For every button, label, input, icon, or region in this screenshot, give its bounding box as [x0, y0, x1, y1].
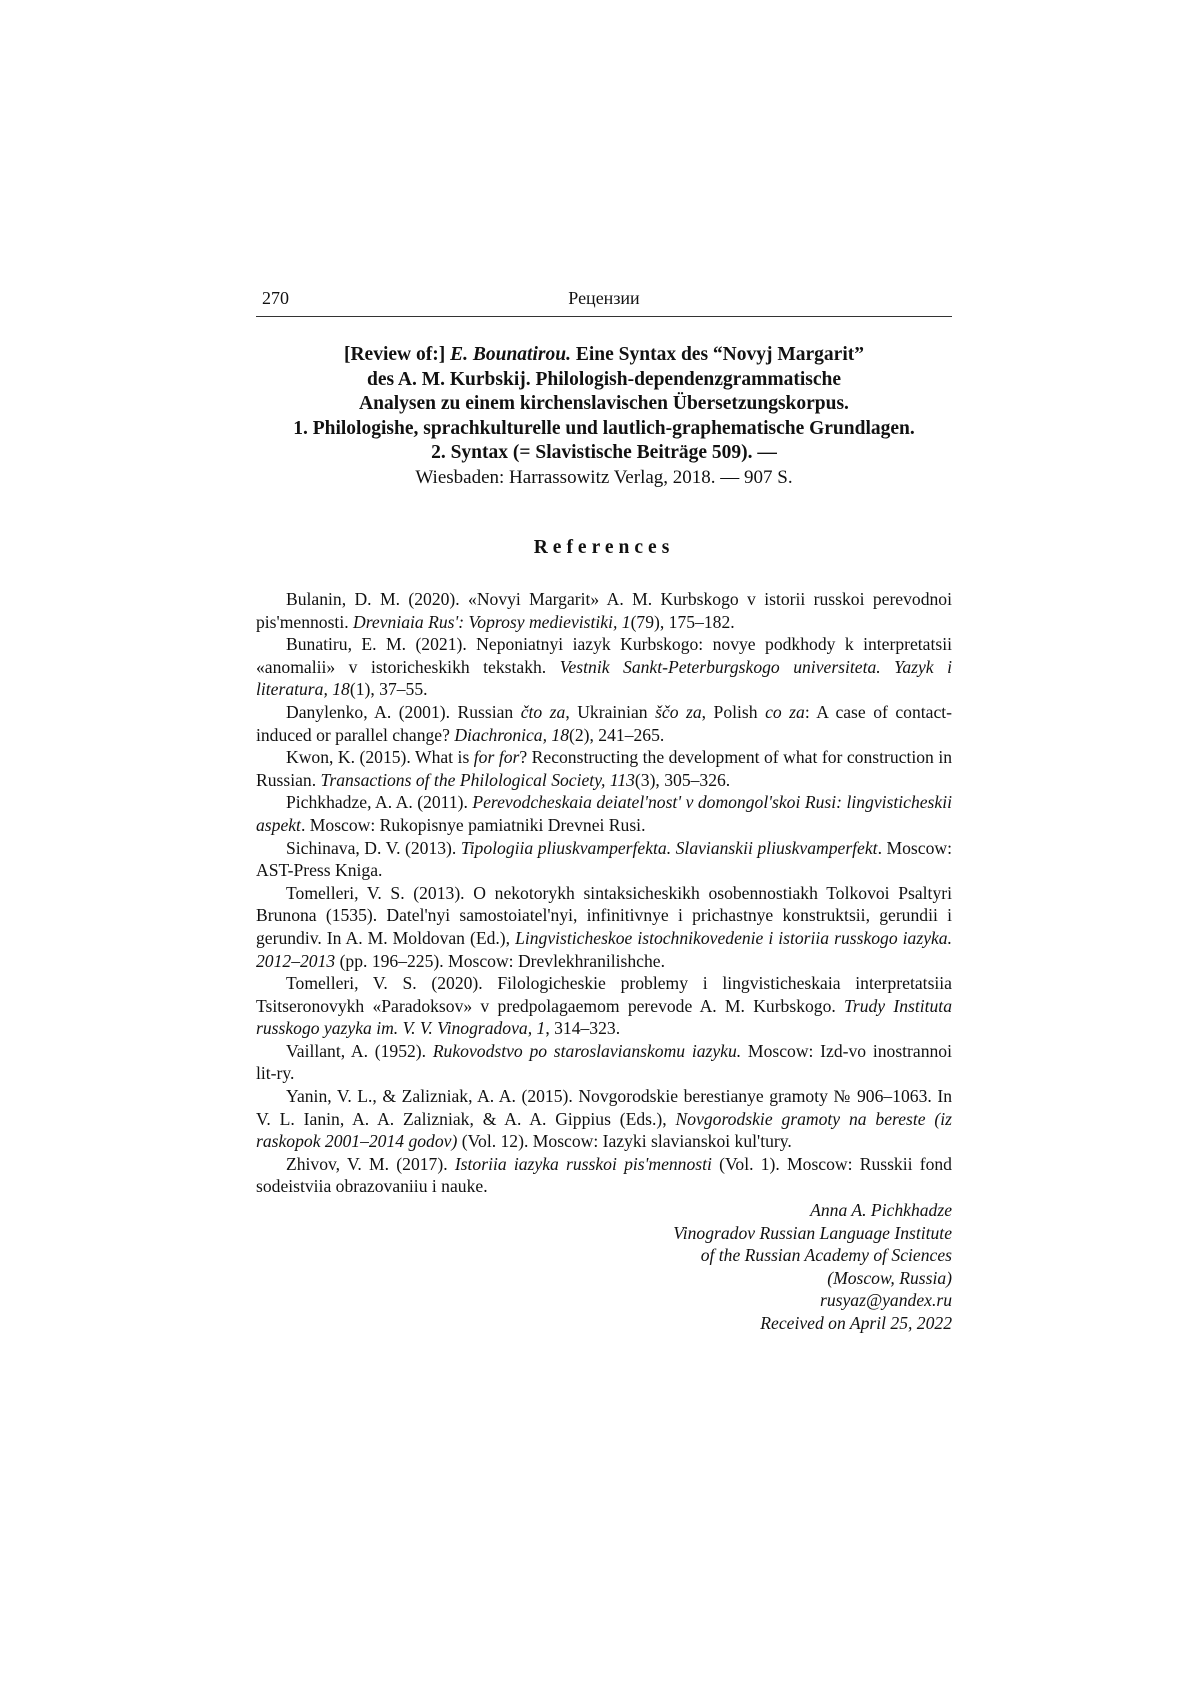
- reference-item: [256, 791, 952, 836]
- reference-italic-text: Rukovodstvo po staroslavianskomu iazyku.: [432, 1040, 742, 1061]
- reference-text: Tomelleri, V. S. (2013). O nekotorykh sintaksicheskikh osobennostiakh Tolkovoi Psaltyri Brunona (1535). Datel'nyi samostoiatel'nyi, infinitivnye i prichastnye konstruktsii, gerundii i gerundiv. In A. M. Moldovan (Ed.),: [256, 882, 952, 948]
- reference-item: [256, 1040, 952, 1085]
- running-head: [256, 284, 952, 317]
- reference-text: (pp. 196–225). Moscow: Drevlekhranilishche.: [335, 950, 665, 971]
- reference-item: [256, 1085, 952, 1153]
- reference-item: [256, 882, 952, 972]
- section-title: Рецензии: [568, 288, 640, 308]
- reference-text: (Vol. 12). Moscow: Iazyki slavianskoi kul'tury.: [457, 1131, 792, 1152]
- reference-italic-text: Istoriia iazyka russkoi pis'mennosti: [454, 1153, 712, 1174]
- review-title-part-1: Eine Syntax des “Novyj Margarit”: [575, 344, 864, 365]
- review-title-line-5: 2. Syntax (= Slavistische Beiträge 509). —: [431, 442, 777, 463]
- page-number: 270: [262, 288, 289, 308]
- reference-italic-text: Diachronica, 18: [454, 724, 569, 745]
- reference-item: [256, 972, 952, 1040]
- reference-text: Tomelleri, V. S. (2020). Filologicheskie problemy i lingvisticheskaia interpretatsiia Tsitseronovykh «Paradoksov» v predpolagaemom perevode A. M. Kurbskogo.: [256, 973, 952, 1016]
- reference-text: , Polish: [701, 701, 766, 722]
- author-academy: of the Russian Academy of Sciences: [700, 1245, 952, 1266]
- review-title: [256, 343, 952, 490]
- reference-item: [256, 746, 952, 791]
- review-author: E. Bounatirou.: [450, 344, 571, 365]
- publisher-line: Wiesbaden: Harrassowitz Verlag, 2018. — 907 S.: [415, 466, 793, 488]
- review-title-line-1: [256, 343, 952, 368]
- reference-text: Bulanin, D. M. (2020). «Novyi Margarit» A. M. Kurbskogo v istorii russkoi perevodnoi pis'mennosti.: [256, 589, 952, 632]
- reference-italic-text: Drevniaia Rus': Voprosy medievistiki, 1: [353, 611, 631, 632]
- reference-italic-text: Transactions of the Philological Society, 113: [320, 769, 635, 790]
- reference-text: : A case of contact-induced or parallel change?: [256, 701, 953, 745]
- reference-text: . Moscow: Rukopisnye pamiatniki Drevnei Rusi.: [300, 814, 646, 835]
- reference-italic-text: Trudy Instituta russkogo yazyka im. V. V. Vinogradova, 1: [256, 995, 952, 1039]
- review-title-line-3: Analysen zu einem kirchenslavischen Übersetzungskorpus.: [359, 393, 849, 414]
- reference-text: Danylenko, A. (2001). Russian: [286, 701, 521, 722]
- reference-italic-text: Novgorodskie gramoty na bereste (iz raskopok 2001–2014 godov): [256, 1108, 952, 1152]
- reference-italic-text: čto za: [520, 701, 566, 722]
- references-heading: References: [533, 537, 675, 558]
- review-title-line-4: 1. Philologishe, sprachkulturelle und lautlich-graphematische Grundlagen.: [293, 417, 915, 439]
- reference-text: , 314–323.: [545, 1018, 621, 1039]
- author-email: rusyaz@yandex.ru: [820, 1290, 952, 1311]
- reference-text: (Vol. 1). Moscow: Russkii fond sodeistviia obrazovaniiu i nauke.: [256, 1153, 952, 1197]
- reference-text: Bunatiru, E. M. (2021). Neponiatnyi iazyk Kurbskogo: novye podkhody k interpretatsii «anomalii» v istoricheskikh tekstakh.: [256, 634, 952, 677]
- review-prefix: [Review of:]: [343, 344, 446, 365]
- reference-text: . Moscow: AST-Press Kniga.: [256, 837, 952, 881]
- reference-text: Sichinava, D. V. (2013).: [286, 837, 461, 858]
- signature-block: [500, 1199, 952, 1335]
- reference-text: Pichkhadze, A. A. (2011).: [286, 792, 473, 813]
- reference-list: [256, 588, 952, 1198]
- reference-text: Moscow: Izd-vo inostrannoi lit-ry.: [256, 1040, 952, 1084]
- review-title-line-2: des A. M. Kurbskij. Philologish-dependenzgrammatische: [367, 368, 841, 390]
- reference-item: [256, 633, 952, 701]
- reference-item: [256, 588, 952, 633]
- reference-italic-text: ščo za: [655, 701, 702, 722]
- received-date: Received on April 25, 2022: [760, 1312, 952, 1333]
- reference-text: , Ukrainian: [565, 701, 656, 722]
- reference-text: Zhivov, V. M. (2017).: [286, 1153, 455, 1174]
- reference-text: (3), 305–326.: [634, 769, 731, 790]
- reference-text: Yanin, V. L., & Zalizniak, A. A. (2015). Novgorodskie berestianye gramoty № 906–1063. In V. L. Ianin, A. A. Zalizniak, & A. A. Gippius (Eds.),: [256, 1086, 952, 1129]
- reference-italic-text: for for: [473, 747, 520, 768]
- reference-text: (2), 241–265.: [569, 724, 665, 745]
- author-name: Anna A. Pichkhadze: [810, 1200, 952, 1220]
- reference-italic-text: Vestnik Sankt-Peterburgskogo universiteta. Yazyk i literatura, 18: [256, 656, 952, 700]
- reference-item: [256, 837, 952, 882]
- reference-text: (79), 175–182.: [630, 611, 735, 632]
- reference-italic-text: co za: [765, 701, 805, 722]
- reference-italic-text: Lingvisticheskoe istochnikovedenie i istoriia russkogo iazyka. 2012–2013: [256, 927, 953, 971]
- reference-italic-text: Tipologiia pliuskvamperfekta. Slavianskii pliuskvamperfekt: [460, 837, 878, 858]
- reference-text: ? Reconstructing the development of what for construction in Russian.: [256, 747, 953, 790]
- reference-text: Vaillant, A. (1952).: [286, 1040, 433, 1061]
- reference-item: [256, 701, 952, 746]
- reference-item: [256, 1153, 952, 1198]
- reference-text: Kwon, K. (2015). What is: [286, 747, 474, 768]
- author-institute: Vinogradov Russian Language Institute: [673, 1222, 952, 1243]
- reference-text: (1), 37–55.: [349, 679, 428, 700]
- reference-italic-text: Perevodcheskaia deiatel'nost' v domongol'skoi Rusi: lingvisticheskii aspekt: [256, 792, 952, 835]
- author-location: (Moscow, Russia): [827, 1267, 952, 1288]
